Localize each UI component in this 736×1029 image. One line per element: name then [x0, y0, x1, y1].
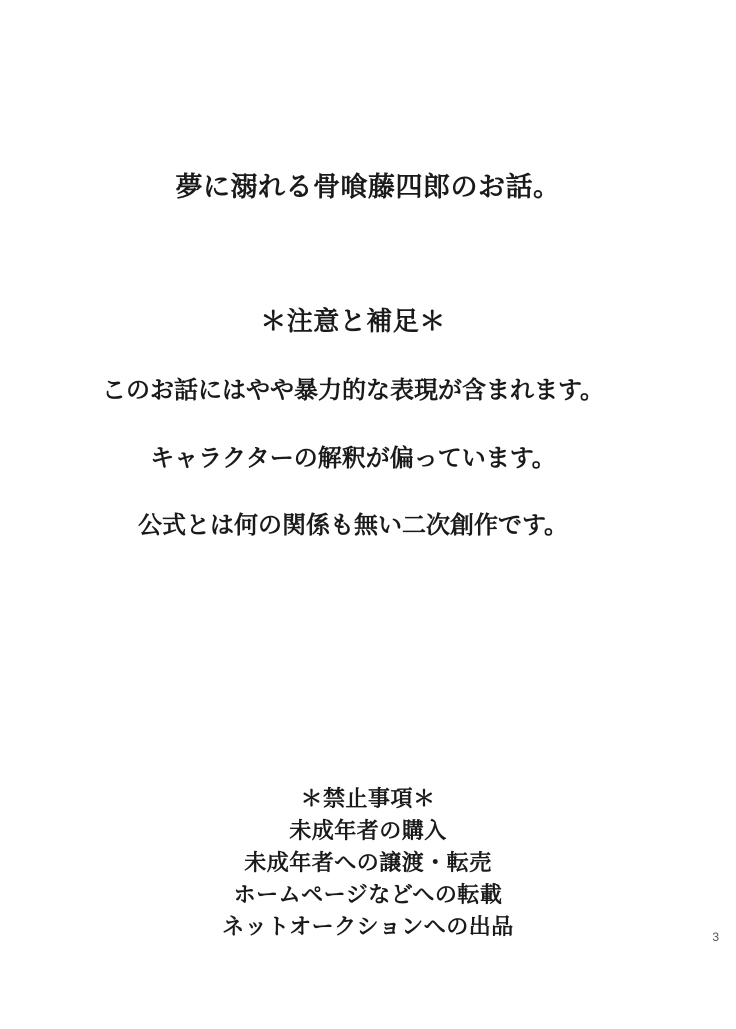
- prohibited-item: ネットオークションへの出品: [222, 914, 514, 939]
- prohibited-item: 未成年者への譲渡・転売: [244, 850, 492, 875]
- prohibited-item: 未成年者の購入: [289, 818, 447, 843]
- prohibited-heading: ＊禁止事項＊: [300, 786, 436, 811]
- notice-line: キャラクターの解釈が偏っています。: [150, 446, 556, 472]
- prohibited-item: ホームページなどへの転載: [233, 882, 503, 907]
- notice-line: 公式とは何の関係も無い二次創作です。: [137, 513, 569, 539]
- page-number: 3: [712, 930, 719, 944]
- notice-heading: ＊注意と補足＊: [260, 307, 446, 336]
- notice-line: このお話にはやや暴力的な表現が含まれます。: [101, 378, 605, 404]
- prohibited-section: [0, 783, 736, 943]
- story-title: 夢に溺れる骨喰藤四郎のお話。: [175, 172, 561, 202]
